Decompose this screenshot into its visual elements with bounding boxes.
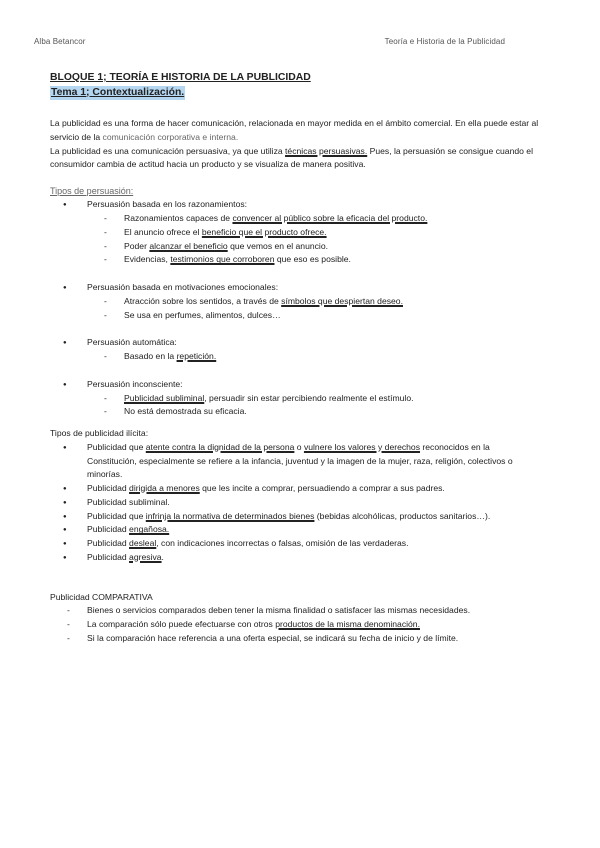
list-item: - Si la comparación hace referencia a una oferta especial, se indicará su fecha de inicio y de límite. [50, 632, 540, 646]
illicit-title: Tipos de publicidad ilícita: [50, 428, 149, 439]
list-item: ● Publicidad engañosa. [50, 523, 540, 537]
intro-paragraph-2: La publicidad es una comunicación persuasiva, ya que utiliza técnicas persuasivas. Pues, la persuasión se consigue cuando el consumidor cambia de actitud hacia un producto y se visualiza de manera positiva. [50, 145, 533, 170]
highlight-persuasive: técnicas persuasivas. [285, 145, 368, 156]
list-item: - Evidencias, testimonios que corroboren que eso es posible. [87, 253, 540, 267]
intro-section [50, 117, 540, 172]
header-course: Teoría e Historia de la Publicidad [384, 37, 505, 46]
highlight-corporate: comunicación corporativa e interna. [102, 131, 239, 142]
list-item: - Basado en la repetición. [87, 350, 540, 364]
list-item: - Razonamientos capaces de convencer al público sobre la eficacia del producto. [87, 212, 540, 226]
list-item: - Se usa en perfumes, alimentos, dulces… [87, 309, 540, 323]
persuasion-list [50, 198, 540, 419]
intro-paragraph-1: La publicidad es una forma de hacer comunicación, relacionada en mayor medida en el ámbito comercial. En ella puede estar al servicio de la comunicación corporativa e interna. [50, 118, 539, 142]
persuasion-unconscious: ● Persuasión inconsciente: - Publicidad subliminal, persuadir sin estar percibiendo realmente el estímulo. - No está demostrada su eficacia. [50, 378, 540, 419]
persuasion-automatic: ● Persuasión automática: - Basado en la repetición. [50, 336, 540, 364]
list-item: ● Publicidad que infrinja la normativa de determinados bienes (bebidas alcohólicas, productos sanitarios…). [50, 510, 540, 524]
header-author: Alba Betancor [34, 37, 86, 46]
illicit-list [50, 441, 540, 565]
persuasion-rational: ● Persuasión basada en los razonamientos: - Razonamientos capaces de convencer al público sobre la eficacia del producto. - El anuncio ofrece el beneficio que el producto ofrece. - Poder alcanzar el beneficio que vemos en el anuncio. - Evidencias, testimonios que corroboren que eso es posible. [50, 198, 540, 267]
list-item: - El anuncio ofrece el beneficio que el producto ofrece. [87, 226, 540, 240]
topic-heading: Tema 1; Contextualización. [50, 86, 185, 101]
document-title: BLOQUE 1; TEORÍA E HISTORIA DE LA PUBLICIDAD [50, 72, 311, 83]
list-item: - Bienes o servicios comparados deben tener la misma finalidad o satisfacer las mismas necesidades. [50, 604, 540, 618]
persuasion-title: Tipos de persuasión: [50, 186, 134, 197]
list-item: - La comparación sólo puede efectuarse con otros productos de la misma denominación. [50, 618, 540, 632]
document-body [50, 71, 540, 646]
list-item: ● Publicidad desleal, con indicaciones incorrectas o falsas, omisión de las verdaderas. [50, 537, 540, 551]
comparative-list [50, 604, 540, 645]
list-item: ● Publicidad dirigida a menores que les incite a comprar, persuadiendo a comprar a sus padres. [50, 482, 540, 496]
list-item: - Publicidad subliminal, persuadir sin estar percibiendo realmente el estímulo. [87, 392, 540, 406]
list-item: ● Publicidad agresiva. [50, 551, 540, 565]
comparative-title: Publicidad COMPARATIVA [50, 591, 153, 602]
list-item: - Atracción sobre los sentidos, a través de símbolos que despiertan deseo. [87, 295, 540, 309]
list-item: - No está demostrada su eficacia. [87, 405, 540, 419]
list-item: ● Publicidad subliminal. [50, 496, 540, 510]
persuasion-emotional: ● Persuasión basada en motivaciones emocionales: - Atracción sobre los sentidos, a través de símbolos que despiertan deseo. - Se usa en perfumes, alimentos, dulces… [50, 281, 540, 322]
list-item: ● Publicidad que atente contra la dignidad de la persona o vulnere los valores y derechos reconocidos en la Constitución, especialmente se refiere a la infancia, juventud y la imagen de la mujer, raza, religión, colectivos o minorías. [50, 441, 540, 482]
list-item: - Poder alcanzar el beneficio que vemos en el anuncio. [87, 240, 540, 254]
